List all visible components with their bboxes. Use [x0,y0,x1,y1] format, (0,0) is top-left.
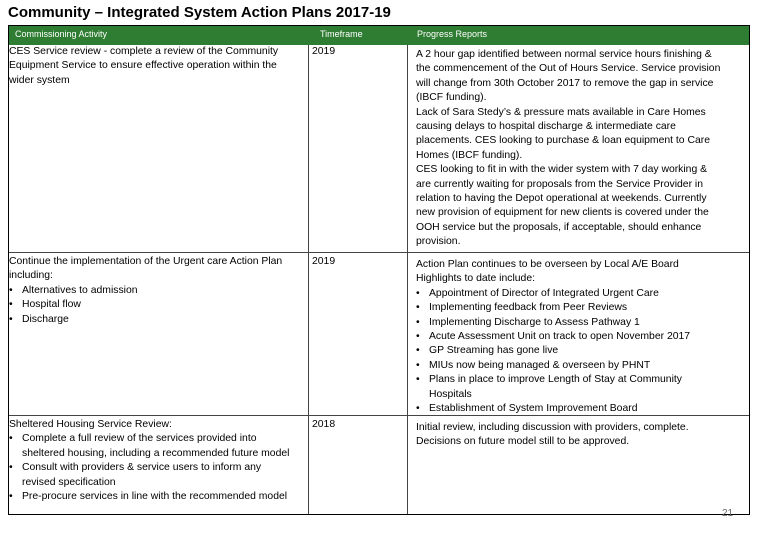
text-line: are currently waiting for proposals from the Service Provider in [416,178,704,190]
text-line: the commencement of the Out of Hours Service. Service provision [416,63,721,75]
text-line: CES looking to fit in with the wider system with 7 day working & [416,164,708,176]
row-3-activity [9,418,307,504]
text-line: including: [9,270,53,282]
text-line: OOH service but the proposals, if acceptable, should enhance [416,221,702,233]
text-line: Decisions on future model still to be approved. [416,436,630,448]
header-activity: Commissioning Activity [15,29,108,39]
text-line: placements. CES looking to purchase & loan equipment to Care [416,135,710,147]
header-progress: Progress Reports [417,29,488,39]
list-item: • Alternatives to admission [9,284,307,298]
text-line: Initial review, including discussion with providers, complete. [416,422,689,433]
row-2-activity [9,255,307,327]
text-line: CES Service review - complete a review of the Community [9,46,279,57]
bullet-list [9,432,307,504]
bullet-list [416,287,749,417]
header-timeframe: Timeframe [320,29,363,39]
list-item: • GP Streaming has gone live [416,344,749,358]
text-line: A 2 hour gap identified between normal service hours finishing & [416,49,712,60]
text-line: Continue the implementation of the Urgent care Action Plan [9,256,283,267]
list-item: • Appointment of Director of Integrated Urgent Care [416,287,749,301]
text-line: Lack of Sara Stedy’s & pressure mats available in Care Homes [416,106,706,118]
table-header [9,26,749,45]
text-line: will change from 30th October 2017 to remove the gap in service [416,77,714,89]
row-1-activity [9,45,307,88]
row-3-progress [416,421,749,450]
list-item: • Complete a full review of the services provided into sheltered housing, including a recommended future model [9,432,307,461]
row-1-progress [416,48,749,250]
list-item: • Implementing feedback from Peer Reviews [416,301,749,315]
list-item: • Consult with providers & service users to inform any revised specification [9,461,307,490]
text-line: provision. [416,236,461,248]
text-line: relation to having the Depot operational at weekends. Currently [416,193,707,205]
list-item: • Pre-procure services in line with the recommended model [9,490,307,504]
text-line: wider system [9,74,70,86]
row-divider [9,252,749,253]
list-item: • Hospital flow [9,298,307,312]
list-item: • Discharge [9,313,307,327]
text-line: Equipment Service to ensure effective operation within the [9,60,277,72]
list-item: • Implementing Discharge to Assess Pathway 1 [416,316,749,330]
page-title: Community – Integrated System Action Plans 2017-19 [8,4,391,21]
list-item: • Plans in place to improve Length of Stay at Community Hospitals [416,373,749,402]
row-1-timeframe: 2019 [312,46,336,57]
text-line: Action Plan continues to be overseen by Local A/E Board [416,259,679,270]
text-line: Homes (IBCF funding). [416,149,523,161]
column-divider [308,45,309,514]
list-item: • Establishment of System Improvement Board [416,402,749,416]
bullet-list [9,284,307,327]
row-2-progress [416,258,749,416]
row-3-timeframe: 2018 [312,419,336,430]
row-2-timeframe: 2019 [312,256,336,267]
text-line: Sheltered Housing Service Review: [9,419,172,430]
list-item: • Acute Assessment Unit on track to open November 2017 [416,330,749,344]
column-divider [407,45,408,514]
list-item: • MIUs now being managed & overseen by PHNT [416,359,749,373]
text-line: causing delays to hospital discharge & intermediate care [416,121,676,133]
page-number: 21 [722,508,734,519]
text-line: Highlights to date include: [416,273,535,285]
action-plan-table [8,25,750,515]
text-line: (IBCF funding). [416,92,487,104]
text-line: new provision of equipment for new clients is covered under the [416,207,709,219]
